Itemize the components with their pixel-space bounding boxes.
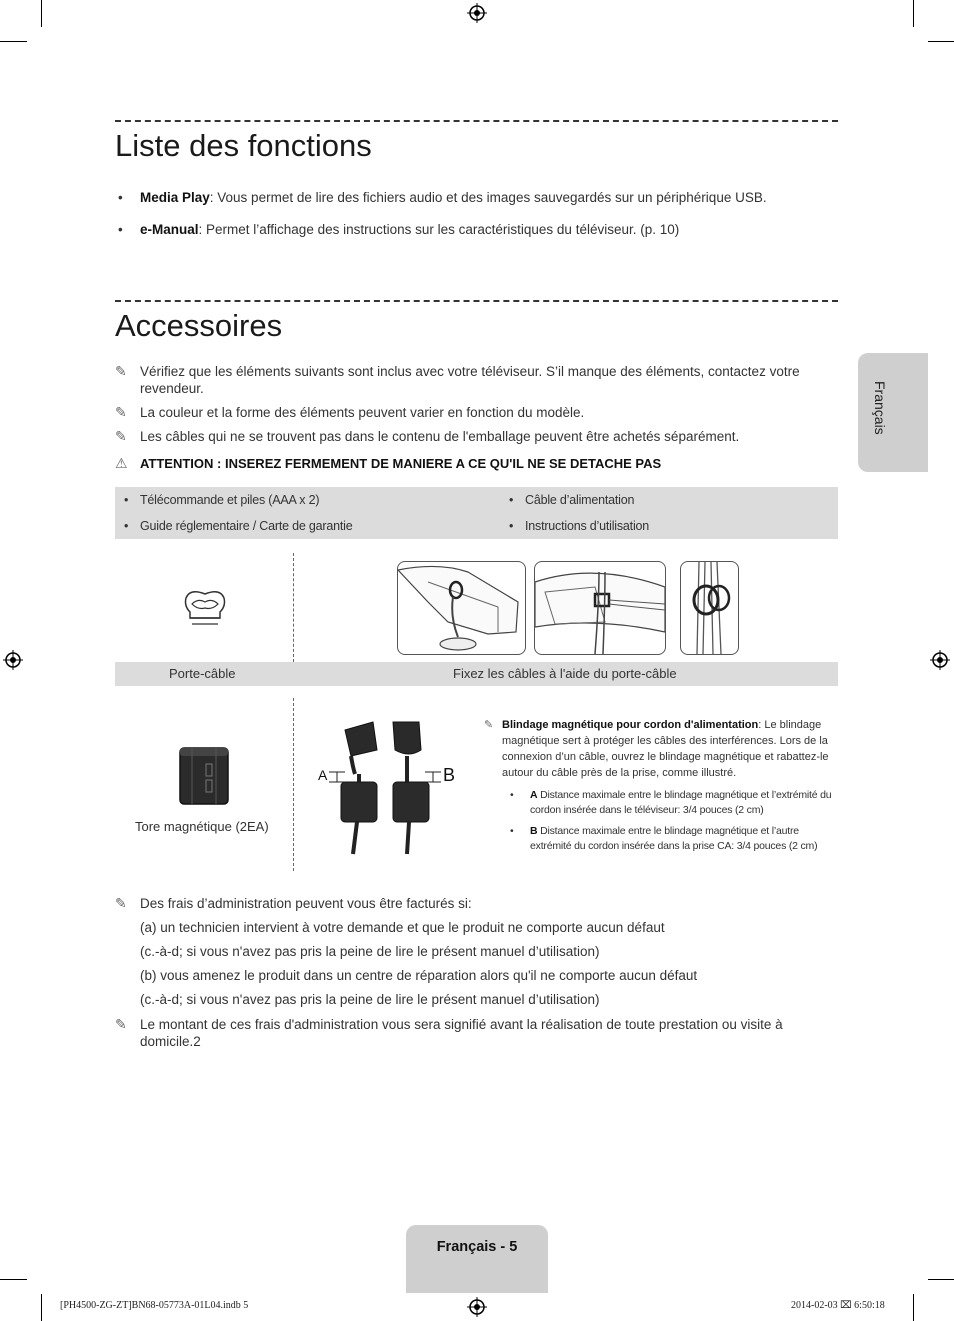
language-label: Français (872, 381, 888, 435)
warning-icon: ⚠ (115, 455, 128, 471)
label-a: A (318, 767, 328, 783)
note-text: Vérifiez que les éléments suivants sont inclus avec votre téléviseur. S’il manque des éléments, contactez votre revendeur. (140, 364, 800, 396)
feature-name: Media Play (140, 190, 210, 205)
cable-holder-illustration (180, 580, 230, 630)
fee-line: (c.-à-d; si vous n'avez pas pris la peine de lire le présent manuel d’utilisation) (140, 944, 600, 959)
magnetic-core-illustration (178, 744, 230, 808)
list-item (124, 519, 352, 533)
bullet: • (510, 825, 514, 837)
section-title-features: Liste des fonctions (115, 128, 372, 163)
list-item (124, 493, 319, 507)
accessory-label: Instructions d’utilisation (525, 519, 650, 533)
accessory-label: Câble d’alimentation (525, 493, 635, 507)
crop-mark (913, 1294, 914, 1321)
note-icon: ✎ (484, 719, 494, 731)
bullet: • (510, 789, 514, 801)
registration-mark-icon (467, 3, 487, 23)
note-item (115, 1016, 805, 1050)
accessory-label: Télécommande et piles (AAA x 2) (140, 493, 320, 507)
crop-mark (41, 0, 42, 27)
fee-line: (c.-à-d; si vous n'avez pas pris la peine de lire le présent manuel d’utilisation) (140, 992, 600, 1007)
fee-line: (b) vous amenez le produit dans un centre de réparation alors qu'il ne comporte aucun défaut (140, 968, 698, 983)
caption-cable-holder: Porte-câble (169, 666, 236, 681)
warning-text: ATTENTION : INSEREZ FERMEMENT DE MANIERE A CE QU'IL NE SE DETACHE PAS (140, 456, 662, 471)
note-icon: ✎ (115, 428, 127, 444)
bullet: • (509, 493, 514, 507)
magnetic-shield-note (484, 717, 834, 781)
distance-text: Distance maximale entre le blindage magnétique et l’autre extrémité du cordon insérée dans la prise CA: 3/4 pouces (2 cm) (530, 825, 818, 852)
feature-item-media-play (118, 190, 767, 205)
figure-divider (293, 553, 294, 662)
note-text: : Le blindage magnétique sert à protéger les câbles des interférences. Lors de la connexion d’un câble, ouvrez le blindage magnétique et rabattez-le autour du câble près de la prise, comme illustré. (502, 719, 829, 779)
feature-item-e-manual (118, 222, 679, 237)
cable-holder-step-2-image (534, 561, 666, 655)
bullet: • (124, 519, 129, 533)
cable-holder-step-3-image (680, 561, 739, 655)
cable-holder-step-1-image (397, 561, 526, 655)
distance-label: A (530, 789, 538, 801)
list-item (509, 519, 649, 533)
power-cord-core-illustration (315, 716, 460, 856)
imprint-timestamp: 2014-02-03 ⌧ 6:50:18 (791, 1300, 885, 1311)
note-icon: ✎ (115, 895, 127, 911)
note-icon: ✎ (115, 1016, 127, 1032)
note-text: Le montant de ces frais d'administration vous sera signifié avant la réalisation de toute prestation ou visite à domicile.2 (140, 1017, 783, 1049)
feature-desc: : Vous permet de lire des fichiers audio et des images sauvegardés sur un périphérique USB. (209, 190, 767, 205)
note-item (115, 404, 825, 421)
distance-label: B (530, 825, 538, 837)
figure-caption-band (115, 662, 838, 686)
distance-a-item (510, 788, 835, 818)
page-number: Français - 5 (436, 1239, 518, 1255)
crop-mark (928, 1279, 954, 1280)
crop-mark (0, 1279, 27, 1280)
distance-text: Distance maximale entre le blindage magnétique et l’extrémité du cordon insérée dans le téléviseur: 3/4 pouces (2 cm) (530, 789, 832, 816)
crop-mark (928, 41, 954, 42)
registration-mark-icon (930, 650, 950, 670)
crop-mark (913, 0, 914, 27)
note-item (115, 895, 825, 912)
distance-b-item (510, 824, 835, 854)
note-item (115, 428, 825, 445)
accessory-label: Guide réglementaire / Carte de garantie (140, 519, 353, 533)
caption-magnetic-core: Tore magnétique (2EA) (135, 819, 269, 834)
registration-mark-icon (3, 650, 23, 670)
page-number-tab (406, 1225, 548, 1293)
note-title: Blindage magnétique pour cordon d'alimentation (502, 719, 759, 731)
note-text: Des frais d’administration peuvent vous être facturés si: (140, 896, 472, 911)
warning-item (115, 455, 825, 472)
note-icon: ✎ (115, 404, 127, 420)
crop-mark (41, 1294, 42, 1321)
figure-divider (293, 698, 294, 871)
bullet: • (509, 519, 514, 533)
bullet: • (118, 222, 123, 237)
crop-mark (0, 41, 27, 42)
note-text: Les câbles qui ne se trouvent pas dans le contenu de l'emballage peuvent être achetés séparément. (140, 429, 740, 444)
bullet: • (124, 493, 129, 507)
feature-name: e-Manual (140, 222, 199, 237)
note-icon: ✎ (115, 363, 127, 379)
section-title-accessories: Accessoires (115, 308, 283, 343)
registration-mark-icon (467, 1297, 487, 1317)
label-b: B (443, 765, 456, 785)
list-item (509, 493, 634, 507)
accessory-list (115, 487, 838, 539)
imprint-file: [PH4500-ZG-ZT]BN68-05773A-01L04.indb 5 (60, 1300, 249, 1311)
caption-fix-cables: Fixez les câbles à l'aide du porte-câble (453, 666, 677, 681)
section-divider (115, 120, 838, 122)
bullet: • (118, 190, 123, 205)
note-text: La couleur et la forme des éléments peuvent varier en fonction du modèle. (140, 405, 585, 420)
section-divider (115, 300, 838, 302)
note-item (115, 363, 825, 397)
language-side-tab (858, 353, 928, 472)
fee-line: (a) un technicien intervient à votre demande et que le produit ne comporte aucun défaut (140, 920, 665, 935)
feature-desc: : Permet l’affichage des instructions sur les caractéristiques du téléviseur. (p. 10) (198, 222, 680, 237)
